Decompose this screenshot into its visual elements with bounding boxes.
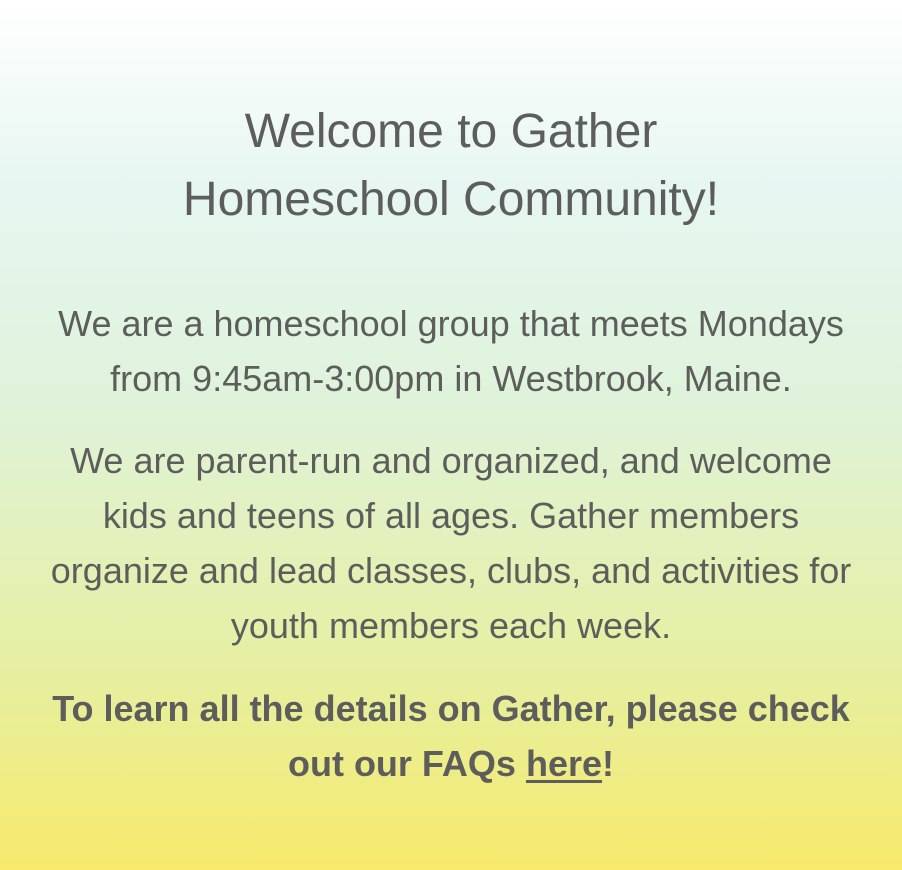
- faq-line-2-prefix: out our FAQs: [287, 743, 526, 784]
- faq-link[interactable]: here: [525, 743, 603, 784]
- title-line-2: Homeschool Community!: [182, 173, 720, 226]
- faq-line-2-suffix: !: [602, 743, 615, 784]
- title-line-1: Welcome to Gather: [244, 105, 658, 158]
- description-line-1: We are parent-run and organized, and welcome: [70, 440, 832, 481]
- description-line-2: kids and teens of all ages. Gather members: [102, 495, 800, 536]
- intro-line-2: from 9:45am-3:00pm in Westbrook, Maine.: [110, 358, 792, 399]
- intro-paragraph: [0, 296, 902, 406]
- description-line-4: youth members each week.: [230, 605, 672, 646]
- description-paragraph: [0, 433, 902, 653]
- faq-callout: [0, 681, 902, 791]
- description-line-3: organize and lead classes, clubs, and activities for: [50, 550, 852, 591]
- faq-line-1: To learn all the details on Gather, please check: [52, 688, 850, 729]
- page-title: [0, 98, 902, 234]
- intro-line-1: We are a homeschool group that meets Mondays: [58, 303, 844, 344]
